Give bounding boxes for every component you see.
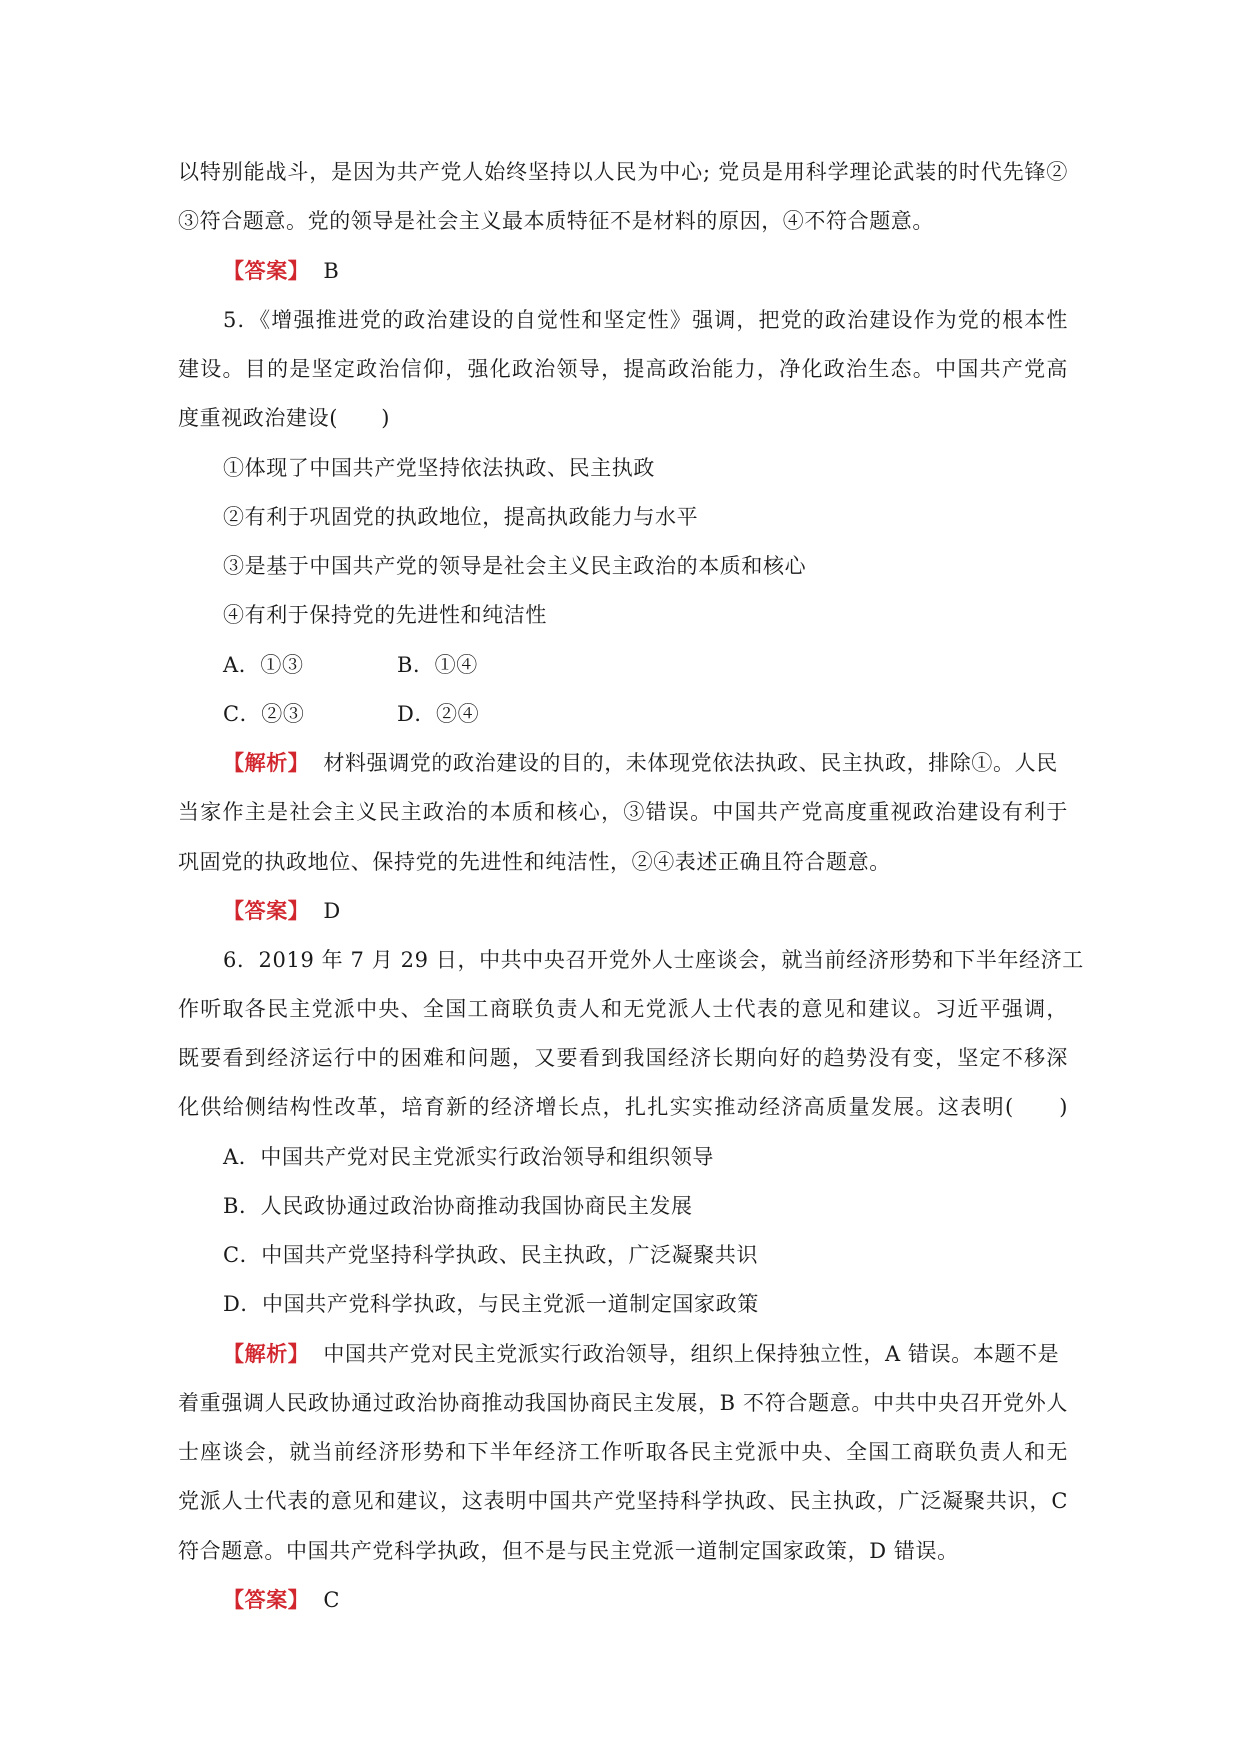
answer-value: B [323, 259, 340, 283]
answer-tag: 【答案】 [223, 258, 310, 283]
q6-stem-line-1: 6．2019 年 7 月 29 日，中共中央召开党外人士座谈会，就当前经济形势和下半年经济工 [223, 948, 1084, 972]
q4-analysis-line-1: 以特别能战斗，是因为共产党人始终坚持以人民为中心; 党员是用科学理论武装的时代先锋② [178, 160, 1068, 184]
q5-option-1: ①体现了中国共产党坚持依法执政、民主执政 [223, 456, 655, 480]
q6-analysis-line-5: 符合题意。中国共产党科学执政，但不是与民主党派一道制定国家政策，D 错误。 [178, 1539, 959, 1563]
q5-stem-line-2: 建设。目的是坚定政治信仰，强化政治领导，提高政治能力，净化政治生态。中国共产党高 [178, 357, 1068, 381]
answer-tag: 【答案】 [223, 1587, 310, 1612]
q4-answer [223, 256, 1113, 286]
q5-option-3: ③是基于中国共产党的领导是社会主义民主政治的本质和核心 [223, 554, 807, 578]
q5-option-2: ②有利于巩固党的执政地位，提高执政能力与水平 [223, 505, 699, 529]
q5-choice-c: C．②③ [223, 702, 305, 726]
q6-stem-line-3: 既要看到经济运行中的困难和问题，又要看到我国经济长期向好的趋势没有变，坚定不移深 [178, 1046, 1068, 1070]
q5-choice-d: D．②④ [397, 702, 480, 726]
answer-value: D [323, 899, 341, 923]
q6-stem-line-4: 化供给侧结构性改革，培育新的经济增长点，扎扎实实推动经济高质量发展。这表明( ) [178, 1095, 1068, 1119]
q5-answer [223, 896, 1113, 926]
q5-choice-a: A．①③ [223, 653, 304, 677]
q6-answer [223, 1585, 1113, 1615]
q5-analysis-line-3: 巩固党的执政地位、保持党的先进性和纯洁性，②④表述正确且符合题意。 [178, 850, 891, 874]
analysis-tag: 【解析】 [223, 1341, 310, 1366]
q6-option-d: D．中国共产党科学执政，与民主党派一道制定国家政策 [223, 1292, 759, 1316]
analysis-tag: 【解析】 [223, 750, 310, 775]
q6-analysis-line-1 [223, 1339, 1068, 1369]
q5-analysis-line-1 [223, 748, 1068, 778]
q5-option-4: ④有利于保持党的先进性和纯洁性 [223, 603, 547, 627]
q5-choice-b: B．①④ [397, 653, 478, 677]
q5-stem-line-1: 5．《增强推进党的政治建设的自觉性和坚定性》强调，把党的政治建设作为党的根本性 [223, 308, 1068, 332]
analysis-text: 中国共产党对民主党派实行政治领导，组织上保持独立性，A 错误。本题不是 [323, 1342, 1060, 1366]
answer-value: C [323, 1588, 341, 1612]
q6-option-a: A．中国共产党对民主党派实行政治领导和组织领导 [223, 1145, 714, 1169]
answer-tag: 【答案】 [223, 898, 310, 923]
q5-stem-line-3: 度重视政治建设( ) [178, 406, 390, 430]
q6-analysis-line-4: 党派人士代表的意见和建议，这表明中国共产党坚持科学执政、民主执政，广泛凝聚共识，C [178, 1489, 1068, 1513]
q6-option-b: B．人民政协通过政治协商推动我国协商民主发展 [223, 1194, 693, 1218]
q6-option-c: C．中国共产党坚持科学执政、民主执政，广泛凝聚共识 [223, 1243, 759, 1267]
q6-stem-line-2: 作听取各民主党派中央、全国工商联负责人和无党派人士代表的意见和建议。习近平强调， [178, 997, 1068, 1021]
q5-analysis-line-2: 当家作主是社会主义民主政治的本质和核心，③错误。中国共产党高度重视政治建设有利于 [178, 800, 1068, 824]
q4-analysis-line-2: ③符合题意。党的领导是社会主义最本质特征不是材料的原因，④不符合题意。 [178, 209, 934, 233]
q6-analysis-line-2: 着重强调人民政协通过政治协商推动我国协商民主发展，B 不符合题意。中共中央召开党外人 [178, 1391, 1068, 1415]
q6-analysis-line-3: 士座谈会，就当前经济形势和下半年经济工作听取各民主党派中央、全国工商联负责人和无 [178, 1440, 1068, 1464]
analysis-text: 材料强调党的政治建设的目的，未体现党依法执政、民主执政，排除①。人民 [323, 751, 1058, 775]
